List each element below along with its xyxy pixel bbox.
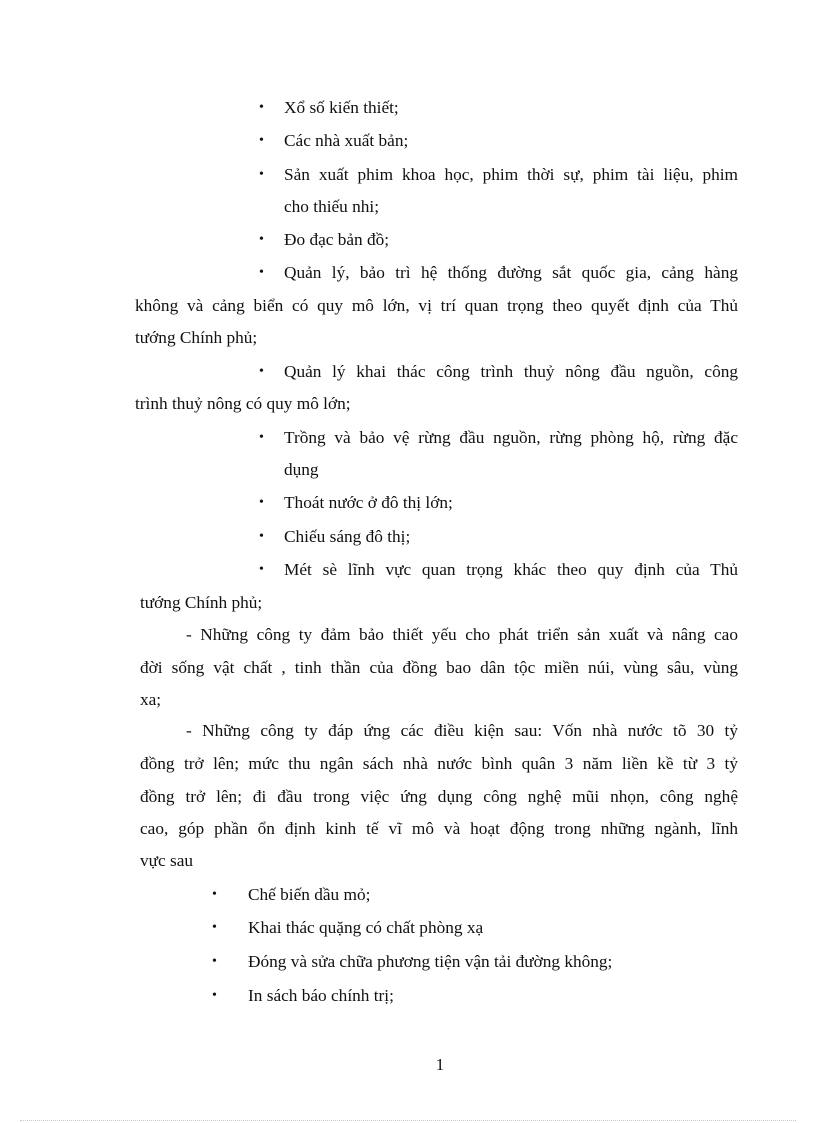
- list-item-line: không và cảng biển có quy mô lớn, vị trí quan trọng theo quyết định của Thủ: [135, 296, 738, 315]
- list-item-line: Đóng và sửa chữa phương tiện vận tải đường không;: [248, 952, 613, 971]
- list-item-line: Khai thác quặng có chất phòng xạ: [248, 918, 484, 937]
- bullet-icon: •: [259, 265, 264, 280]
- bullet-icon: •: [212, 954, 217, 969]
- list-item-line: tướng Chính phủ;: [135, 328, 258, 347]
- paragraph-line: đồng trở lên; mức thu ngân sách nhà nước bình quân 3 năm liền kề từ 3 tỷ: [140, 754, 738, 773]
- bullet-icon: •: [259, 562, 264, 577]
- list-item-line: Các nhà xuất bản;: [284, 131, 409, 150]
- list-item-line: Sản xuất phim khoa học, phim thời sự, phim tài liệu, phim: [284, 165, 738, 184]
- list-item-line: Trồng và bảo vệ rừng đầu nguồn, rừng phòng hộ, rừng đặc: [284, 428, 738, 447]
- paragraph-line: xa;: [140, 690, 162, 709]
- bullet-icon: •: [259, 364, 264, 379]
- list-item-line: dụng: [284, 460, 319, 479]
- paragraph-line: đồng trở lên; đi đầu trong việc ứng dụng công nghệ mũi nhọn, công nghệ: [140, 787, 738, 806]
- paragraph-line: vực sau: [140, 851, 194, 870]
- paragraph-line: - Những công ty đáp ứng các điều kiện sau: Vốn nhà nước tõ 30 tỷ: [186, 721, 738, 740]
- footer-divider: [20, 1120, 796, 1121]
- list-item-line: Đo đạc bản đồ;: [284, 230, 390, 249]
- list-item-line: Thoát nước ở đô thị lớn;: [284, 493, 453, 512]
- list-item-line: Quản lý khai thác công trình thuỷ nông đầu nguồn, công: [284, 362, 738, 381]
- page-number: 1: [435, 1055, 445, 1074]
- paragraph-line: đời sống vật chất , tinh thần của đồng bao dân tộc miền núi, vùng sâu, vùng: [140, 658, 738, 677]
- list-item-line: Mét sè lĩnh vực quan trọng khác theo quy định của Thủ: [284, 560, 738, 579]
- list-item-line: tướng Chính phủ;: [140, 593, 263, 612]
- bullet-icon: •: [259, 495, 264, 510]
- bullet-icon: •: [259, 430, 264, 445]
- list-item-line: Chế biến dầu mỏ;: [248, 885, 371, 904]
- list-item-line: Xổ số kiến thiết;: [284, 98, 399, 117]
- list-item-line: In sách báo chính trị;: [248, 986, 394, 1005]
- bullet-icon: •: [212, 988, 217, 1003]
- paragraph-line: - Những công ty đảm bảo thiết yếu cho phát triển sản xuất và nâng cao: [186, 625, 738, 644]
- bullet-icon: •: [259, 133, 264, 148]
- list-item-line: cho thiếu nhi;: [284, 197, 380, 216]
- list-item-line: trình thuỷ nông có quy mô lớn;: [135, 394, 351, 413]
- bullet-icon: •: [259, 167, 264, 182]
- paragraph-line: cao, góp phần ổn định kinh tế vĩ mô và hoạt động trong những ngành, lĩnh: [140, 819, 738, 838]
- bullet-icon: •: [212, 887, 217, 902]
- list-item-line: Quản lý, bảo trì hệ thống đường sắt quốc gia, cảng hàng: [284, 263, 738, 282]
- bullet-icon: •: [212, 920, 217, 935]
- bullet-icon: •: [259, 529, 264, 544]
- bullet-icon: •: [259, 100, 264, 115]
- bullet-icon: •: [259, 232, 264, 247]
- list-item-line: Chiếu sáng đô thị;: [284, 527, 411, 546]
